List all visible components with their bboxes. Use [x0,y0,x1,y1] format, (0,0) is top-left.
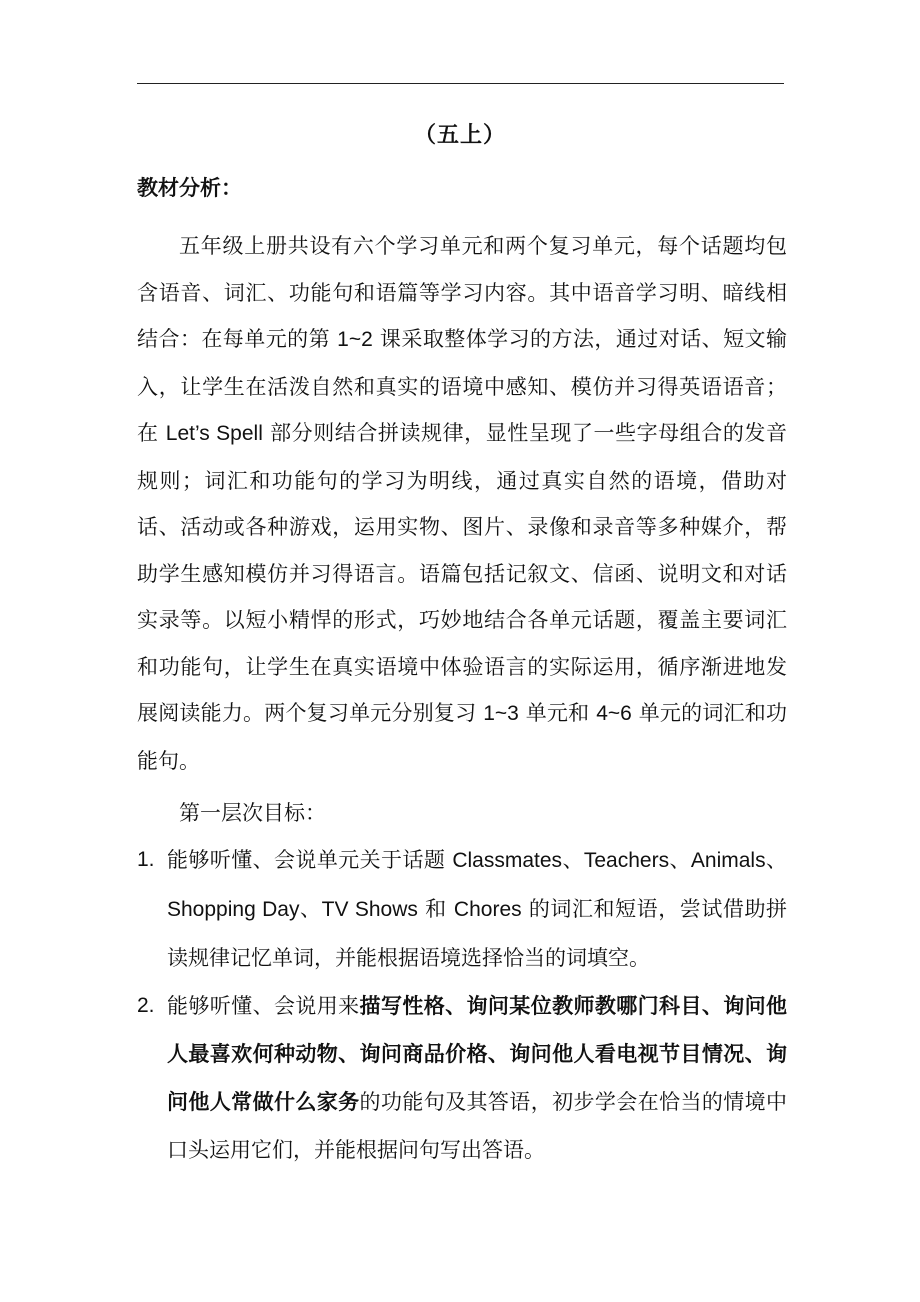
list-text: 、 [562,848,584,872]
topic-shopping-day: Shopping Day [167,898,300,921]
list-item [137,982,787,1174]
list-text: 能够听懂、会说用来 [167,994,360,1018]
topic-teachers: Teachers [583,849,670,872]
list-item-body [167,836,787,982]
topic-classmates: Classmates [452,849,563,872]
intro-text-2: 课采取整体学习的方法，通过对话、短文输入，让学生在活泼自然和真实的语境中感知、模仿并习得英语语音；在 [137,327,787,445]
list-text: 、 [669,848,691,872]
intro-unit-range-1: 1~3 [483,702,519,725]
section-heading: 教材分析： [137,175,242,200]
intro-text-1: 五年级上册共设有六个学习单元和两个复习单元，每个话题均包含语音、词汇、功能句和语篇等学习内容。其中语音学习明、暗线相结合：在每单元的第 [137,234,787,351]
topic-tv-shows: TV Shows [321,898,418,921]
intro-unit-range-2: 4~6 [596,702,632,725]
list-item [137,836,787,982]
level-title: 第一层次目标： [179,801,326,825]
intro-text-5: 单元的词汇和功能句。 [137,701,787,773]
intro-lesson-range: 1~2 [337,328,373,351]
list-text: 能够听懂、会说单元关于话题 [167,848,453,872]
intro-lets-spell: Let’s Spell [165,422,263,445]
topic-chores: Chores [453,898,522,921]
header-rule [137,83,784,84]
list-text: 的词汇和短语，尝试借助拼读规律记忆单词，并能根据语境选择恰当的词填空。 [167,897,787,970]
intro-text-3: 部分则结合拼读规律，显性呈现了一些字母组合的发音规则；词汇和功能句的学习为明线，通过真实自然的语境，借助对话、活动或各种游戏，运用实物、图片、录像和录音等多种媒介，帮助学生感知模仿并习得语言。语篇包括记叙文、信函、说明文和对话实录等。以短小精悍的形式，巧妙地结合各单元话题，覆盖主要词汇和功能句，让学生在真实语境中体验语言的实际运用，循序渐进地发展阅读能力。两个复习单元分别复习 [137,421,787,725]
list-item-body [167,982,787,1174]
topic-animals: Animals [690,849,766,872]
list-text: 、 [765,848,787,872]
list-number: 2. [137,994,155,1017]
page-title: （五上） [413,122,506,148]
intro-paragraph [137,223,787,784]
list-text: 和 [417,897,454,921]
list-text: 、 [299,897,322,921]
list-text: 的功能句及其答语，初步学会在恰当的情境中口头运用它们，并能根据问句写出答语。 [167,1090,788,1162]
function-topics-bold: 描写性格、询问某位教师教哪门科目、询问他人最喜欢何种动物、询问商品价格、询问他人看电视节目情况、询问他人常做什么家务 [167,993,788,1114]
intro-text-4: 单元和 [518,701,597,725]
list-number: 1. [137,848,155,871]
